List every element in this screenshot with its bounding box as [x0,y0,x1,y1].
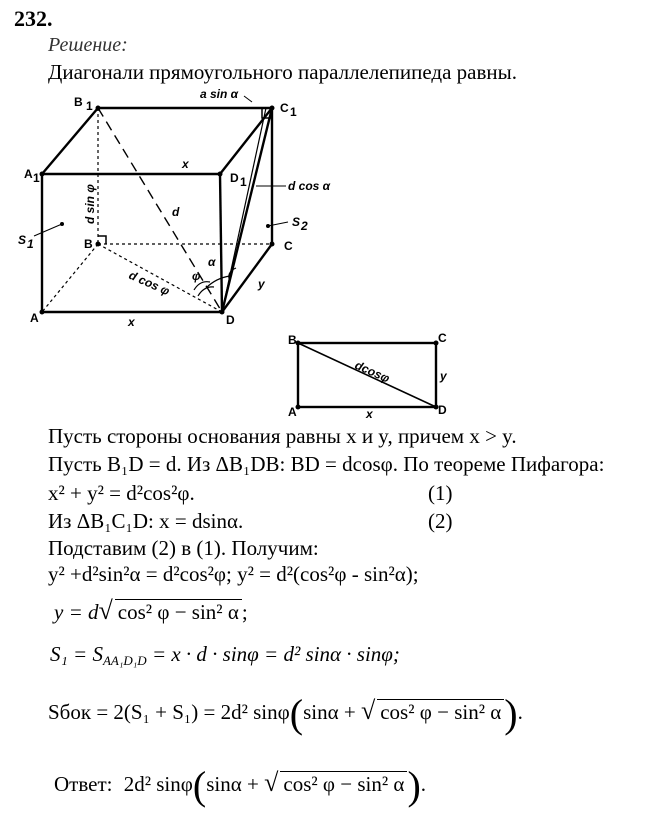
label-c1: C [280,101,289,115]
label-c: C [284,239,293,253]
rect-label-dcos: dcosφ [352,357,392,386]
label-b1: B [74,95,83,109]
label-d1-idx: 1 [240,175,247,189]
label-a-sin-a: a sin α [200,87,239,101]
label-d1: D [230,171,239,185]
label-d: d [172,205,180,219]
label-x-top: x [182,157,189,171]
label-y: y [258,277,265,291]
solution-label: Решение: [48,34,128,56]
label-d-cos-a: d cos α [288,179,331,193]
rect-label-a: A [288,405,297,419]
formula-y [54,596,248,626]
label-alpha: α [208,255,216,269]
formula-y-left: y = d [54,600,99,624]
label-a1-idx: 1 [33,171,40,185]
right-paren-icon: ) [407,763,421,808]
label-d-sin-phi: d sin φ [83,184,97,224]
formula-s1-left: S₁ = S [50,642,103,666]
label-d: D [226,313,235,327]
problem-number: 232. [14,6,53,31]
answer [54,762,426,809]
label-s1: S [18,233,27,247]
rect-label-x: x [366,407,373,421]
rect-label-b: B [288,333,297,347]
sqrt-sign-icon: √ [98,596,113,625]
answer-root: cos² φ − sin² α [280,771,407,797]
formula-y-root: cos² φ − sin² α [115,599,242,625]
label-b: B [84,237,93,251]
rect-label-c: C [438,331,447,345]
answer-end: . [420,772,427,796]
formula-sbok-end: . [517,700,523,724]
formula-s1 [50,642,400,667]
formula-sbok-inner: sinα + [303,700,361,724]
label-a: A [30,311,39,325]
label-b1-idx: 1 [86,99,93,113]
text-line-3: x² + y² = d²cos²φ. [48,481,195,505]
label-s1-idx: 1 [27,237,34,251]
left-paren-icon: ( [289,691,304,736]
left-paren-icon: ( [192,763,207,808]
answer-left: 2d² sinφ [123,772,193,796]
sqrt-sign-icon: √ [264,768,279,797]
text-line-1: Пусть стороны основания равны x и y, причем x > y. [48,424,517,448]
label-s2-idx: 2 [301,219,308,233]
label-a1: A [24,167,33,181]
formula-s1-sub: AA₁D₁D [102,653,147,668]
sqrt-sign-icon: √ [360,696,376,725]
text-line-2: Пусть B₁D = d. Из ΔB₁DB: BD = dcosφ. По теореме Пифагора: [48,452,605,476]
text-line-5: Подставим (2) в (1). Получим: [48,536,319,560]
label-s2: S [292,215,301,229]
label-d-cos-phi: d cos φ [126,267,172,299]
formula-s1-rest: = x · d · sinφ = d² sinα · sinφ; [151,642,400,666]
text-line-6: y² +d²sin²α = d²cos²φ; y² = d²(cos²φ - sin²α); [48,562,419,586]
formula-y-end: ; [241,600,248,624]
rect-label-d: D [438,403,447,417]
formula-sbok-root: cos² φ − sin² α [377,699,504,725]
label-phi: φ [192,269,201,283]
text-line-4: Из ΔB₁C₁D: x = dsinα. [48,509,244,533]
right-paren-icon: ) [504,691,518,736]
answer-label: Ответ: [54,772,113,796]
label-c1-idx: 1 [290,105,297,119]
intro-text: Диагонали прямоугольного параллелепипеда равны. [48,60,518,84]
answer-inner: sinα + [206,772,265,796]
equation-number-2: (2) [428,509,453,533]
equation-number-1: (1) [428,481,453,505]
rect-label-y: y [440,369,447,383]
label-x-bottom: x [128,315,135,329]
formula-sbok-left: Sбок = 2(S₁ + S₁) = 2d² sinφ [48,700,290,724]
formula-sbok [48,690,523,737]
